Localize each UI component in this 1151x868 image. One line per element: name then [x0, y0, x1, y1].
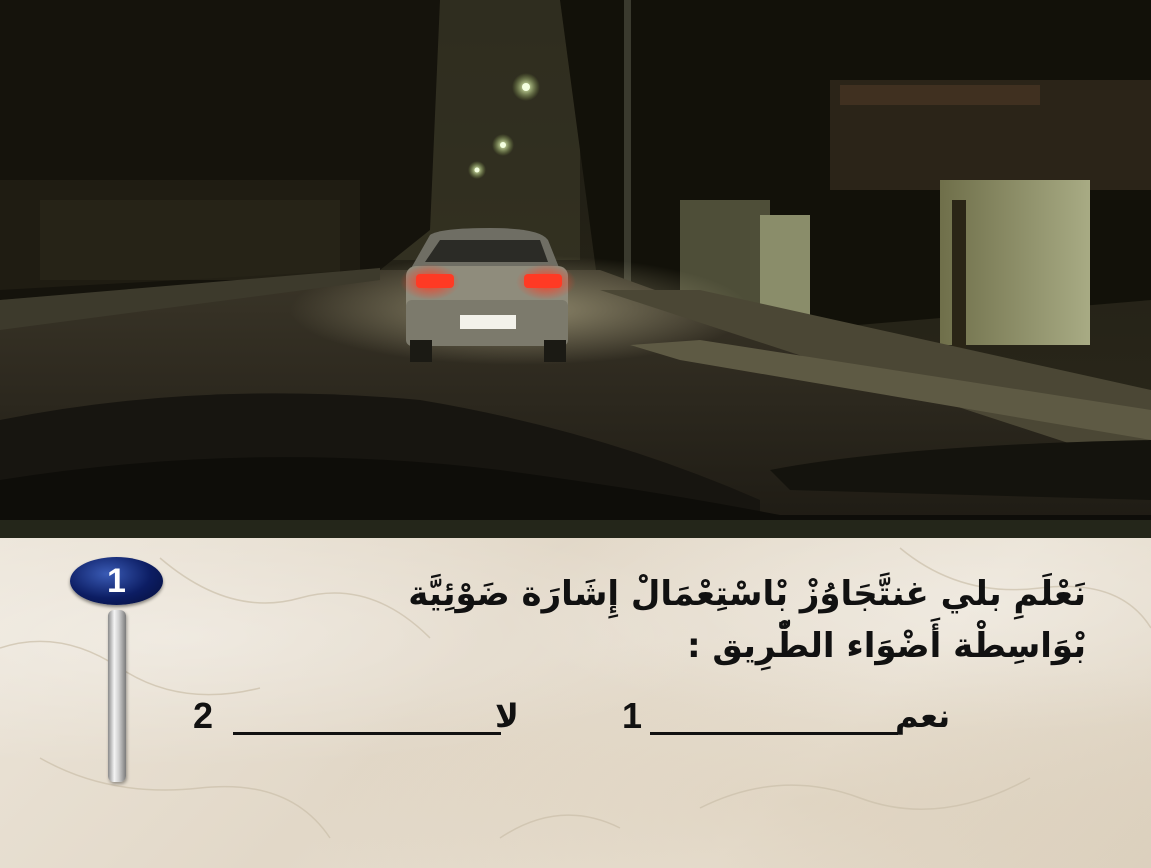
question-number-badge: 1	[70, 557, 163, 605]
option-yes-line	[650, 732, 898, 735]
question-text	[266, 568, 1086, 672]
option-yes-number[interactable]: 1	[622, 695, 643, 736]
option-no-line	[233, 732, 501, 735]
question-line-2: بْوَاسِطْة أَضْوَاء الطّْرِيق :	[687, 626, 1086, 666]
option-no-number[interactable]: 2	[193, 695, 214, 736]
option-no-label[interactable]: لا	[495, 697, 519, 735]
option-yes-label[interactable]: نعم	[895, 697, 951, 735]
timer-bar	[108, 610, 126, 782]
car	[400, 228, 576, 362]
question-panel	[0, 538, 1151, 868]
question-line-1: نَعْلَمِ بلي غنتَّجَاوُزْ بْاسْتِعْمَالْ إِشَارَة ضَوْئِيَّة	[408, 574, 1086, 614]
